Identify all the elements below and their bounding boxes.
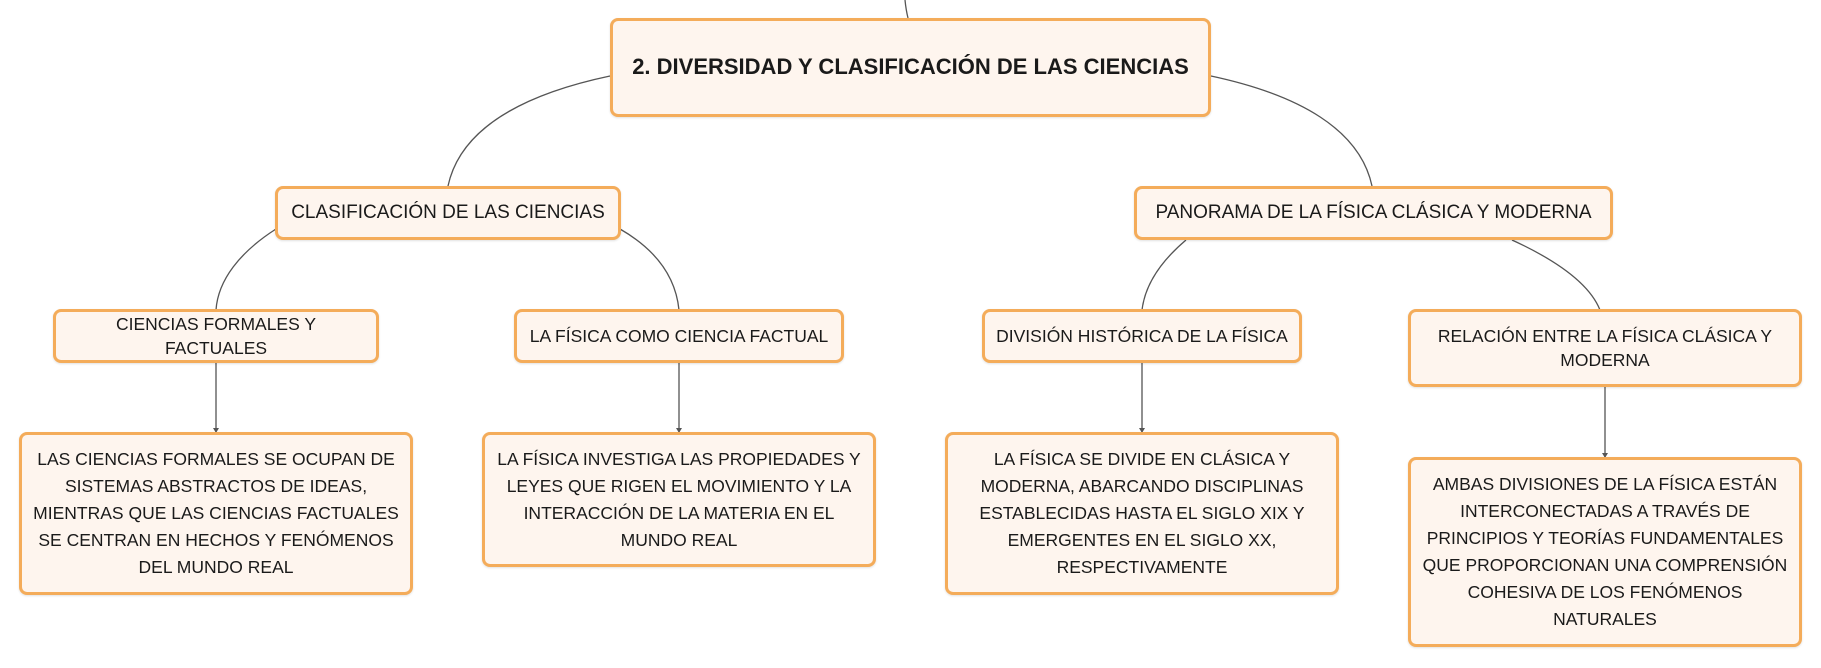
connector-panorama-to-relacion xyxy=(1512,240,1600,310)
subtopic-relacion-clasica-moderna[interactable] xyxy=(1408,309,1802,387)
detail-text: AMBAS DIVISIONES DE LA FÍSICA ESTÁN INTERCONECTADAS A TRAVÉS DE PRINCIPIOS Y TEORÍAS FUNDAMENTALES QUE PROPORCIONAN UNA COMPRENSIÓN COHESIVA DE LOS FENÓMENOS NATURALES xyxy=(1422,474,1788,629)
root-topic-label: 2. DIVERSIDAD Y CLASIFICACIÓN DE LAS CIENCIAS xyxy=(632,54,1189,80)
subtopic-label: LA FÍSICA COMO CIENCIA FACTUAL xyxy=(529,325,829,346)
topic-label: PANORAMA DE LA FÍSICA CLÁSICA Y MODERNA xyxy=(1155,201,1592,223)
detail-text: LAS CIENCIAS FORMALES SE OCUPAN DE SISTEMAS ABSTRACTOS DE IDEAS, MIENTRAS QUE LAS CIENCIAS FACTUALES SE CENTRAN EN HECHOS Y FENÓMENOS DEL MUNDO REAL xyxy=(33,449,399,577)
detail-text: LA FÍSICA INVESTIGA LAS PROPIEDADES Y LEYES QUE RIGEN EL MOVIMIENTO Y LA INTERACCIÓN DE LA MATERIA EN EL MUNDO REAL xyxy=(497,448,861,550)
topic-clasificacion-ciencias[interactable] xyxy=(275,186,621,240)
detail-division-historica[interactable] xyxy=(945,432,1339,595)
root-topic[interactable] xyxy=(610,18,1211,117)
subtopic-ciencias-formales-factuales[interactable] xyxy=(53,309,379,363)
subtopic-division-historica[interactable] xyxy=(982,309,1302,363)
detail-ciencias-formales-factuales[interactable] xyxy=(19,432,413,595)
topic-panorama-fisica[interactable] xyxy=(1134,186,1613,240)
subtopic-label: RELACIÓN ENTRE LA FÍSICA CLÁSICA Y MODERNA xyxy=(1437,325,1773,370)
connector-classification-to-formales xyxy=(216,229,276,310)
subtopic-label: CIENCIAS FORMALES Y FACTUALES xyxy=(115,313,316,358)
detail-text: LA FÍSICA SE DIVIDE EN CLÁSICA Y MODERNA, ABARCANDO DISCIPLINAS ESTABLECIDAS HASTA EL SIGLO XIX Y EMERGENTES EN EL SIGLO XX, RESPECTIVAMENTE xyxy=(979,449,1305,577)
detail-relacion-clasica-moderna[interactable] xyxy=(1408,457,1802,647)
connector-incoming xyxy=(905,0,908,18)
subtopic-label: DIVISIÓN HISTÓRICA DE LA FÍSICA xyxy=(996,325,1288,346)
subtopic-fisica-ciencia-factual[interactable] xyxy=(514,309,844,363)
connector-panorama-to-division xyxy=(1142,240,1186,310)
connector-classification-to-fisica-factual xyxy=(620,229,679,310)
topic-label: CLASIFICACIÓN DE LAS CIENCIAS xyxy=(291,201,605,223)
connector-root-to-panorama xyxy=(1211,76,1372,186)
connector-root-to-classification xyxy=(448,76,610,186)
detail-fisica-ciencia-factual[interactable] xyxy=(482,432,876,567)
